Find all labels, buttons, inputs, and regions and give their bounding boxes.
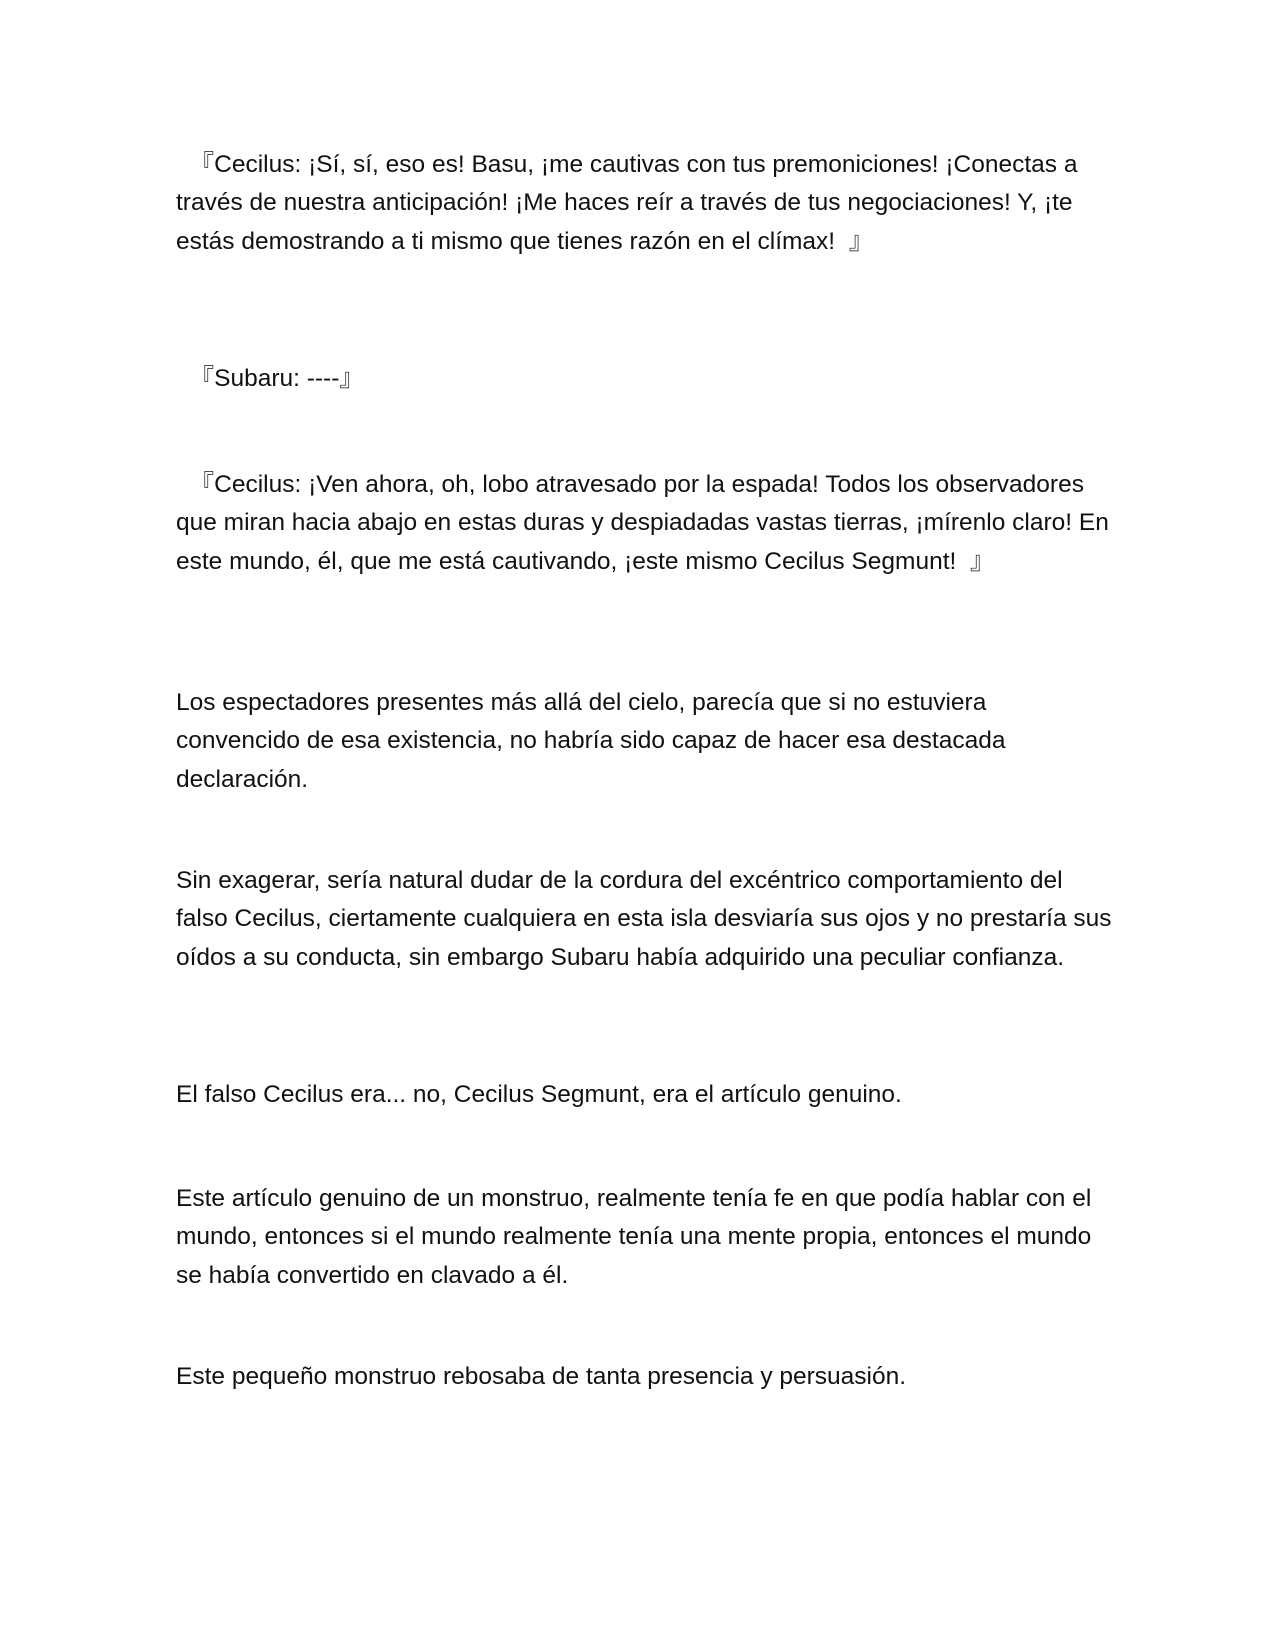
- paragraph-narration-5: Este pequeño monstruo rebosaba de tanta presencia y persuasión.: [176, 1363, 907, 1390]
- paragraph-narration-2: Sin exagerar, sería natural dudar de la cordura del excéntrico comportamiento del falso Cecilus, ciertamente cualquiera en esta isla desviaría sus ojos y no prestaría sus oídos a su conducta, sin embargo Subaru había adquirido una peculiar confianza.: [176, 867, 1119, 971]
- paragraph-narration-1: Los espectadores presentes más allá del cielo, parecía que si no estuviera convencido de esa existencia, no habría sido capaz de hacer esa destacada declaración.: [176, 689, 1013, 793]
- paragraph-narration-3: El falso Cecilus era... no, Cecilus Segmunt, era el artículo genuino.: [176, 1081, 902, 1108]
- paragraph-subaru-dialogue: 『Subaru: ----』: [176, 365, 364, 392]
- paragraph-cecilus-dialogue-2: 『Cecilus: ¡Ven ahora, oh, lobo atravesado por la espada! Todos los observadores que miran hacia abajo en estas duras y despiadadas vastas tierras, ¡mírenlo claro! En este mundo, él, que me está cautivando, ¡este mismo Cecilus Segmunt! 』: [176, 471, 1116, 575]
- paragraph-narration-4: Este artículo genuino de un monstruo, realmente tenía fe en que podía hablar con el mundo, entonces si el mundo realmente tenía una mente propia, entonces el mundo se había convertido en clavado a él.: [176, 1185, 1099, 1289]
- paragraph-cecilus-dialogue-1: 『Cecilus: ¡Sí, sí, eso es! Basu, ¡me cautivas con tus premoniciones! ¡Conectas a través de nuestra anticipación! ¡Me haces reír a través de tus negociaciones! Y, ¡te estás demostrando a ti mismo que tienes razón en el clímax! 』: [176, 151, 1085, 255]
